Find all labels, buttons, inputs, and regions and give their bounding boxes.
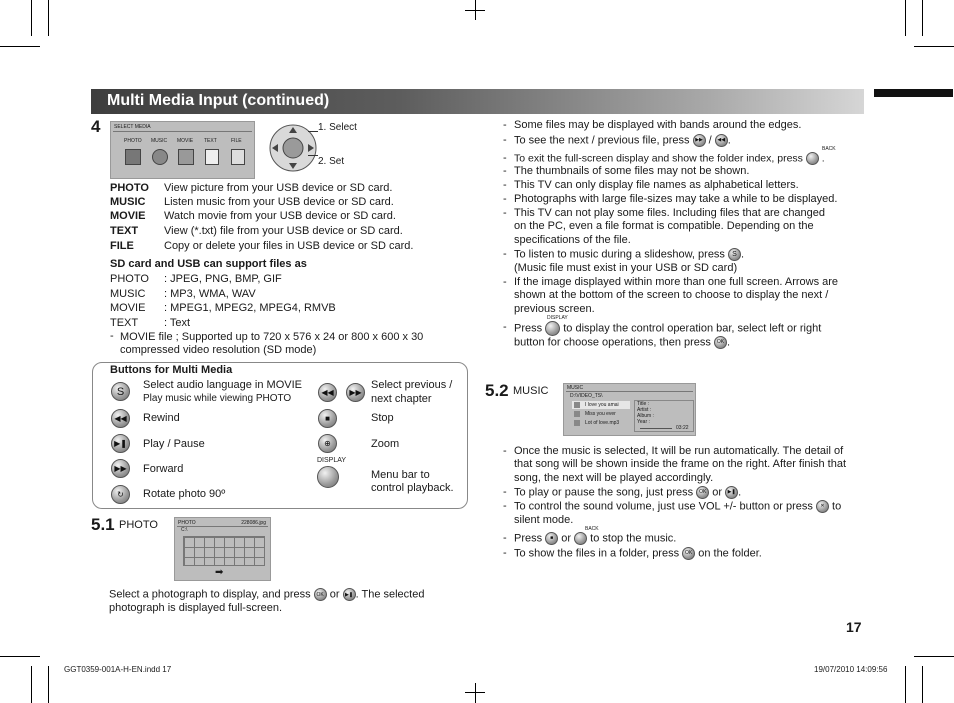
note-alphabetical: This TV can only display file names as alphabetical letters. — [514, 179, 799, 191]
music-note-3b: silent mode. — [514, 514, 574, 526]
media-name-photo: PHOTO — [110, 182, 149, 194]
select-step-label: 1. Select — [318, 122, 357, 133]
note-arrows-1: If the image displayed within more than one full screen. Arrows are — [514, 276, 839, 288]
note-bands: Some files may be displayed with bands around the edges. — [514, 119, 802, 131]
format-list-text: : Text — [164, 317, 191, 329]
next-chapter-icon: ▶▶ — [346, 383, 365, 402]
music-file-icon — [574, 411, 580, 417]
info-album: Album : — [637, 413, 654, 419]
mute-button-icon: ✕ — [816, 500, 829, 513]
buttons-box-heading: Buttons for Multi Media — [110, 364, 233, 376]
next-page-arrow-icon: ➡ — [215, 567, 224, 578]
photo-select-line2: photograph is displayed full-screen. — [109, 602, 283, 614]
section-tab-marker — [874, 89, 953, 97]
section-52-label: MUSIC — [513, 385, 549, 397]
format-type-music: MUSIC — [110, 288, 146, 300]
forward-text: Forward — [143, 463, 184, 475]
select-media-title: SELECT MEDIA — [114, 124, 151, 130]
play-pause-button-icon: ▶❚ — [725, 486, 738, 499]
note-slideshow-music-1: To listen to music during a slideshow, press S . — [514, 248, 745, 261]
media-desc-photo: View picture from your USB device or SD card. — [164, 182, 393, 194]
note-thumbnails: The thumbnails of some files may not be shown. — [514, 165, 750, 177]
photo-screen-dir: C:\ — [181, 527, 188, 533]
music-note-2: To play or pause the song, just press OK or ▶❚ . — [514, 486, 742, 499]
back-button-label-2: BACK — [585, 526, 599, 532]
media-desc-movie: Watch movie from your USB device or SD card. — [164, 210, 396, 222]
page-title: Multi Media Input (continued) — [107, 92, 330, 109]
prev-next-text-line1: Select previous / — [371, 379, 453, 391]
note-cannot-play-3: specifications of the file. — [514, 234, 631, 246]
music-icon — [152, 149, 168, 165]
display-button-icon — [545, 321, 560, 336]
zoom-text: Zoom — [371, 438, 400, 450]
play-pause-button-icon: ▶❚ — [111, 434, 130, 453]
note-next-prev: To see the next / previous file, press ▶▶ / ◀◀ . — [514, 134, 731, 147]
select-audio-text: Select audio language in MOVIE — [143, 379, 302, 391]
stop-text: Stop — [371, 412, 394, 424]
play-pause-text: Play / Pause — [143, 438, 205, 450]
media-name-music: MUSIC — [110, 196, 146, 208]
set-step-label: 2. Set — [318, 156, 345, 167]
music-file-icon — [574, 420, 580, 426]
page-number: 17 — [846, 619, 862, 635]
photo-select-line1: Select a photograph to display, and press OK or ▶❚ . The selected — [109, 588, 425, 601]
rewind-text: Rewind — [143, 412, 180, 424]
zoom-button-icon: ⊕ — [318, 434, 337, 453]
display-button-label-2: DISPLAY — [547, 315, 568, 321]
music-note-4: Press ■ or to stop the music. — [514, 532, 677, 545]
note-arrows-3: previous screen. — [514, 303, 595, 315]
display-button-label: DISPLAY — [317, 457, 347, 464]
menu-item-movie: MOVIE — [177, 138, 194, 144]
movie-note-line1: MOVIE file ; Supported up to 720 x 576 x 24 or 800 x 600 x 30 — [120, 331, 424, 343]
note-exit-fullscreen: To exit the full-screen display and show the folder index, press . — [514, 152, 825, 165]
stop-button-icon: ■ — [318, 409, 337, 428]
ok-button-icon: OK — [314, 588, 327, 601]
media-name-movie: MOVIE — [110, 210, 146, 222]
music-note-1b: that song will be shown inside the frame on the right. After finish that — [514, 458, 847, 470]
format-list-photo: : JPEG, PNG, BMP, GIF — [164, 273, 282, 285]
display-button-icon — [317, 466, 339, 488]
media-desc-music: Listen music from your USB device or SD card. — [164, 196, 394, 208]
media-name-file: FILE — [110, 240, 134, 252]
section-4-number: 4 — [91, 117, 101, 136]
play-music-text: Play music while viewing PHOTO — [143, 393, 292, 404]
play-pause-button-icon: ▶❚ — [343, 588, 356, 601]
format-list-movie: : MPEG1, MPEG2, MPEG4, RMVB — [164, 302, 336, 314]
section-51-number: 5.1 — [91, 515, 115, 534]
page-title-bar — [91, 89, 864, 114]
back-button-icon — [806, 152, 819, 165]
note-cannot-play-1: This TV can not play some files. Including files that are changed — [514, 207, 826, 219]
select-media-screen — [110, 121, 255, 179]
formats-heading: SD card and USB can support files as — [110, 258, 307, 270]
photo-screen-title: PHOTO — [178, 520, 196, 526]
photo-icon — [125, 149, 141, 165]
section-51-label: PHOTO — [119, 519, 158, 531]
rotate-text: Rotate photo 90º — [143, 488, 226, 500]
text-icon — [205, 149, 219, 165]
s-button-icon — [111, 382, 130, 401]
song-3: Lot of love.mp3 — [585, 420, 620, 426]
menu-item-photo: PHOTO — [124, 138, 142, 144]
forward-button-icon: ▶▶ — [111, 459, 130, 478]
progress-bar — [640, 428, 672, 429]
file-icon — [231, 149, 245, 165]
thumbnail-grid — [183, 536, 265, 566]
photo-screen-file: 228086.jpg — [241, 520, 266, 526]
prev-next-text-line2: next chapter — [371, 393, 432, 405]
song-2: Miss you ever — [585, 411, 616, 417]
next-button-icon: ▶▶ — [693, 134, 706, 147]
media-name-text: TEXT — [110, 225, 139, 237]
media-desc-file: Copy or delete your files in USB device or SD card. — [164, 240, 414, 252]
info-year: Year : — [637, 419, 650, 425]
music-note-5: To show the files in a folder, press OK on the folder. — [514, 547, 762, 560]
music-note-1c: song, the next will be played accordingly. — [514, 472, 714, 484]
note-large-files: Photographs with large file-sizes may take a while to be displayed. — [514, 193, 838, 205]
menu-bar-text-line1: Menu bar to — [371, 469, 430, 481]
photo-browser-screen — [174, 517, 271, 581]
section-52-number: 5.2 — [485, 381, 509, 400]
movie-icon — [178, 149, 194, 165]
back-button-label-1: BACK — [822, 146, 836, 152]
format-type-photo: PHOTO — [110, 273, 149, 285]
note-control-bar-1: Press to display the control operation bar, select left or right — [514, 322, 822, 335]
s-button-icon: S — [728, 248, 741, 261]
music-screen-path: D:\VIDEO_TS\ — [570, 393, 603, 399]
music-file-icon — [574, 402, 580, 408]
rotate-button-icon: ↻ — [111, 485, 130, 504]
info-title: Title : — [637, 401, 650, 407]
note-slideshow-music-2: (Music file must exist in your USB or SD card) — [514, 262, 738, 274]
menu-item-music: MUSIC — [151, 138, 168, 144]
previous-button-icon: ◀◀ — [715, 134, 728, 147]
ok-button-icon: OK — [696, 486, 709, 499]
music-note-3: To control the sound volume, just use VOL +/- button or press ✕ to — [514, 500, 842, 513]
previous-chapter-icon: ◀◀ — [318, 383, 337, 402]
footer-file: GGT0359-001A-H-EN.indd 17 — [64, 665, 172, 674]
song-1: I love you amai — [585, 402, 619, 408]
format-list-music: : MP3, WMA, WAV — [164, 288, 256, 300]
format-type-movie: MOVIE — [110, 302, 146, 314]
music-player-screen — [563, 383, 696, 436]
format-type-text: TEXT — [110, 317, 139, 329]
music-screen-title: MUSIC — [567, 385, 584, 391]
menu-bar-text-line2: control playback. — [371, 482, 454, 494]
menu-item-file: FILE — [231, 138, 242, 144]
media-desc-text: View (*.txt) file from your USB device or SD card. — [164, 225, 403, 237]
movie-note-line2: compressed video resolution (SD mode) — [120, 344, 317, 356]
s-button-label: S — [116, 385, 125, 398]
info-artist: Artist : — [637, 407, 652, 413]
note-control-bar-2: button for choose operations, then press OK . — [514, 336, 731, 349]
music-note-1a: Once the music is selected, It will be run automatically. The detail of — [514, 445, 844, 457]
footer-date: 19/07/2010 14:09:56 — [814, 665, 888, 674]
ok-button-icon: OK — [714, 336, 727, 349]
play-time: 03:22 — [676, 425, 689, 431]
note-cannot-play-2: on the PC, even a file format is compatible. Depending on the — [514, 220, 814, 232]
rewind-button-icon: ◀◀ — [111, 409, 130, 428]
ok-button-icon: OK — [682, 547, 695, 560]
back-button-icon — [574, 532, 587, 545]
note-arrows-2: shown at the bottom of the screen to choose to display the next / — [514, 289, 829, 301]
stop-button-icon: ■ — [545, 532, 558, 545]
menu-item-text: TEXT — [204, 138, 217, 144]
